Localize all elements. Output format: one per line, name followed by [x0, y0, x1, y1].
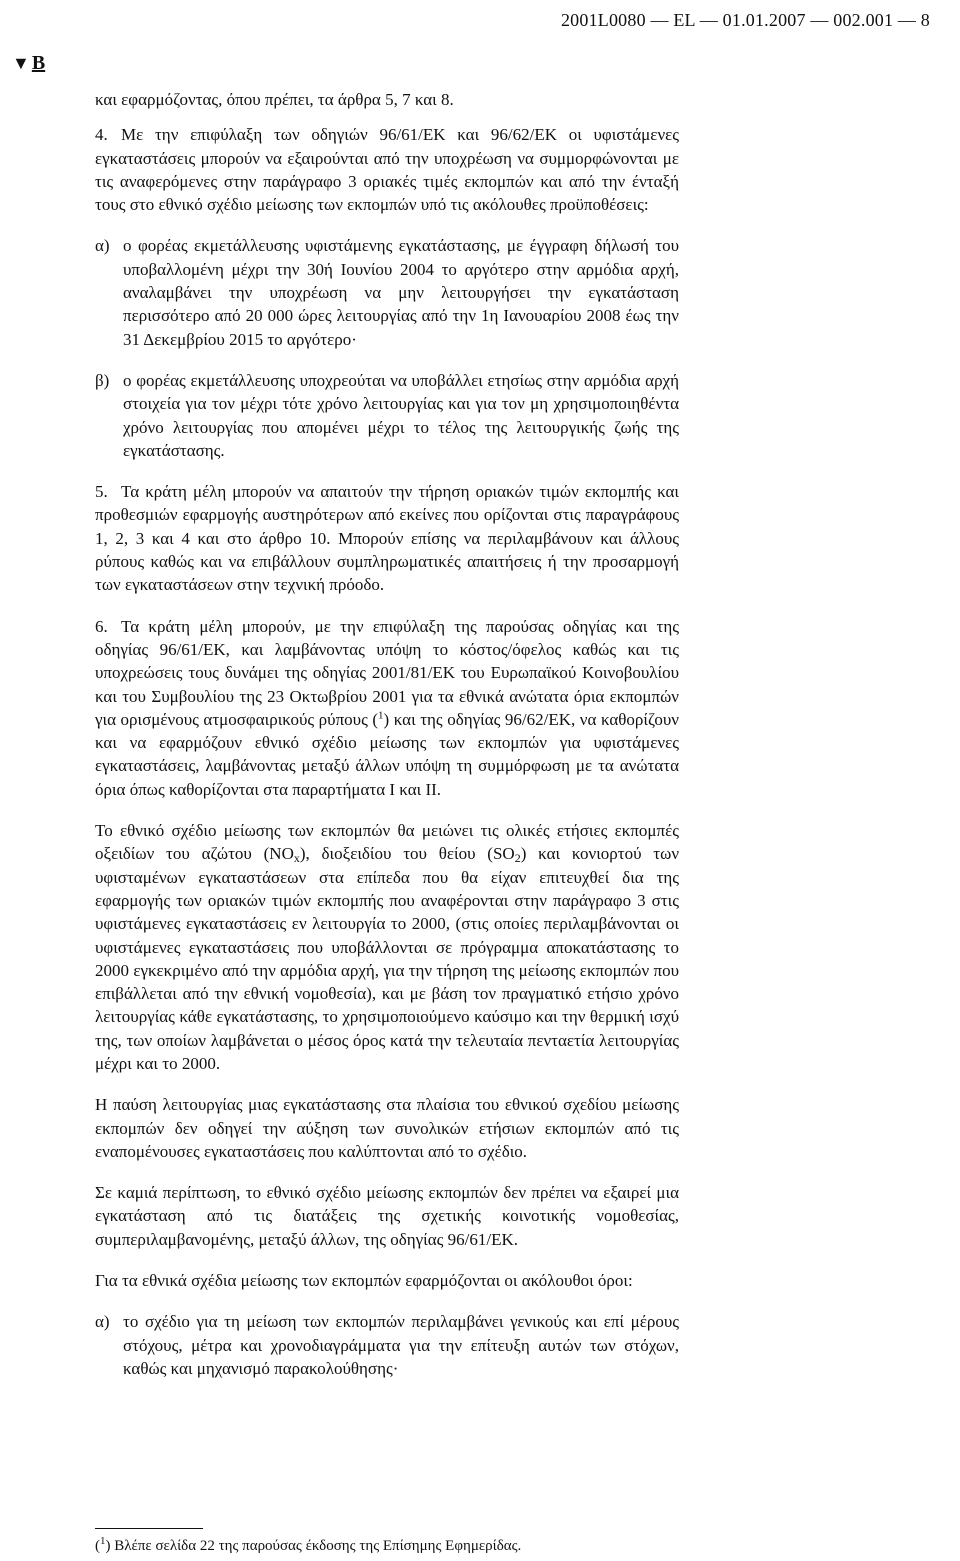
subscript-2: 2 — [514, 851, 521, 866]
paragraph-6 — [95, 615, 679, 801]
paragraph-text: Τα κράτη μέλη μπορούν, με την επιφύλαξη της παρούσας οδηγίας και της οδηγίας 96/61/ΕΚ, και λαμβάνοντας υπόψη το κόστος/όφελος καθώς και τις υποχρεώσεις τους δυνάμει της οδηγίας 2001/81/ΕΚ του Ευρωπαϊκού Κοινοβουλίου και του Συμβουλίου της 23 Οκτωβρίου 2001 για τα εθνικά ανώτατα όρια εκπομπών για ορισμένους ατμοσφαιρικούς ρύπους ( — [95, 616, 679, 729]
paragraph-text-continued: ) και της οδηγίας 96/62/ΕΚ, να καθορίζουν και να εφαρμόζουν εθνικό σχέδιο μείωσης των εκπομπών για υφιστάμενες εγκαταστάσεις, λαμβάνοντας μεταξύ άλλων υπόψη τη συμμόρφωση με τα ανώτατα όρια όπως καθορίζονται στα παραρτήματα I και II. — [95, 709, 679, 799]
paragraph-number: 5. — [95, 482, 108, 502]
marker-label: B — [31, 52, 46, 74]
subscript-x: x — [293, 851, 300, 866]
paragraph-text: Με την επιφύλαξη των οδηγιών 96/61/ΕΚ και 96/62/ΕΚ οι υφιστάμενες εγκαταστάσεις μπορούν να εξαιρούνται από την υποχρέωση να συμμορφώνονται με τις αναφερόμενες στην παράγραφο 3 οριακές τιμές εκπομπών και από την ένταξή τους στο εθνικό σχέδιο μείωσης των εκπομπών υπό τις ακόλουθες προϋποθέσεις: — [95, 125, 679, 215]
footnote-text: Βλέπε σελίδα 22 της παρούσας έκδοσης της Επίσημης Εφημερίδας. — [114, 1538, 522, 1554]
paragraph-shutdown: Η παύση λειτουργίας μιας εγκατάστασης στα πλαίσια του εθνικού σχεδίου μείωσης εκπομπών δεν οδηγεί την αύξηση των συνολικών ετήσιων εκπομπών από τις εναπομένουσες εγκαταστάσεις που καλύπτονται από το σχέδιο. — [95, 1095, 679, 1161]
list-text: το σχέδιο για τη μείωση των εκπομπών περιλαμβάνει γενικούς και επί μέρους στόχους, μέτρα και χρονοδιαγράμματα για την επίτευξη αυτών των στόχων, καθώς και μηχανισμό παρακολούθησης· — [123, 1312, 679, 1378]
list-label: β) — [95, 370, 110, 390]
paragraph-5 — [95, 480, 679, 596]
list-text: ο φορέας εκμετάλλευσης υποχρεούται να υποβάλλει ετησίως στην αρμόδια αρχή στοιχεία για τον μέχρι τότε χρόνο λειτουργίας και για τον μη χρησιμοποιηθέντα χρόνο λειτουργίας που απομένει μέχρι το τέλος της λειτουργικής ζωής της εγκατάστασης. — [123, 370, 679, 460]
intro-text: και εφαρμόζοντας, όπου πρέπει, τα άρθρα 5, 7 και 8. — [95, 90, 454, 109]
footnote-marker: 1 — [100, 1535, 106, 1547]
footnote-reference[interactable]: 1 — [378, 709, 384, 722]
paragraph-exemption: Σε καμιά περίπτωση, το εθνικό σχέδιο μείωσης εκπομπών δεν πρέπει να εξαιρεί μια εγκατάσταση από τις διατάξεις της σχετικής κοινοτικής νομοθεσίας, συμπεριλαμβανομένης, μεταξύ άλλων, της οδηγίας 96/61/ΕΚ. — [95, 1183, 679, 1249]
paragraph-number: 4. — [95, 125, 108, 145]
paragraph-number: 6. — [95, 616, 108, 636]
footnote-divider — [95, 1528, 203, 1529]
list-label: α) — [95, 236, 110, 256]
text-segment: ) και κονιορτού των υφισταμένων εγκαταστάσεων στα επίπεδα που θα είχαν επιτευχθεί δια της εφαρμογής των οριακών τιμών εκπομπής που αναφέρονται στην παράγραφο 3 στις υφιστάμενες εγκαταστάσεις εν λειτουργία το 2000, (στις οποίες περιλαμβάνονται οι υφιστάμενες εγκαταστάσεις που υποβάλλονται σε πρόγραμμα αποκατάστασης το 2000 εγκεκριμένο από την αρμόδια αρχή, για την τήρηση της μείωσης εκπομπών που επιβάλλεται από την εθνική νομοθεσία), και με βάση τον πραγματικό ετήσιο χρόνο λειτουργίας κάθε εγκατάστασης, το χρησιμοποιούμενο καύσιμο και την θερμική ισχύ της, των οποίων λαμβάνεται ο μέσος όρος κατά την τελευταία πενταετία λειτουργίας μέχρι και το 2000. — [95, 844, 680, 1073]
list-item — [95, 369, 679, 462]
paragraph-text: Τα κράτη μέλη μπορούν να απαιτούν την τήρηση οριακών τιμών εκπομπής και προθεσμιών εφαρμογής αυστηρότερων από εκείνες που ορίζονται στις παραγράφους 1, 2, 3 και 4 και στο άρθρο 10. Μπορούν επίσης να περιλαμβάνουν και άλλους ρύπους καθώς και να επιβάλλουν συμπληρωματικές απαιτήσεις ή την προσαρμογή των εγκαταστάσεων στην τεχνική πρόοδο. — [95, 482, 679, 595]
document-body — [95, 88, 679, 1398]
paragraph-4 — [95, 123, 679, 216]
list-text: ο φορέας εκμετάλλευσης υφιστάμενης εγκατάστασης, με έγγραφη δήλωσή του υποβαλλομένη μέχρι την 30ή Ιουνίου 2004 το αργότερο στην αρμόδια αρχή, αναλαμβάνει την υποχρέωση να μην λειτουργήσει την εγκατάσταση περισσότερο από 20 000 ώρες λειτουργίας από την 1η Ιανουαρίου 2008 έως την 31 Δεκεμβρίου 2015 το αργότερο· — [123, 236, 679, 349]
paragraph-conditions-intro: Για τα εθνικά σχέδια μείωσης των εκπομπών εφαρμόζονται οι ακόλουθοι όροι: — [95, 1271, 633, 1291]
footnote: ($^1$) Βλέπε σελίδα 22 της παρούσας έκδοσης της Επίσημης Εφημερίδας. — [95, 1535, 522, 1554]
text-segment: ), διοξειδίου του θείου (SO — [299, 844, 515, 864]
list-item — [95, 234, 679, 350]
list-label: α) — [95, 1312, 110, 1332]
text-segment: Το εθνικό σχέδιο μείωσης των εκπομπών θα μειώνει τις ολικές ετήσιες εκπομπές οξειδίων του αζώτου (NO — [95, 821, 679, 864]
document-reference: 2001L0080 — EL — 01.01.2007 — 002.001 — 8 — [560, 10, 930, 30]
triangle-down-icon: ▼ — [12, 53, 30, 73]
list-item — [95, 1310, 679, 1380]
consolidation-marker — [12, 52, 45, 75]
paragraph-emissions — [95, 819, 679, 1075]
